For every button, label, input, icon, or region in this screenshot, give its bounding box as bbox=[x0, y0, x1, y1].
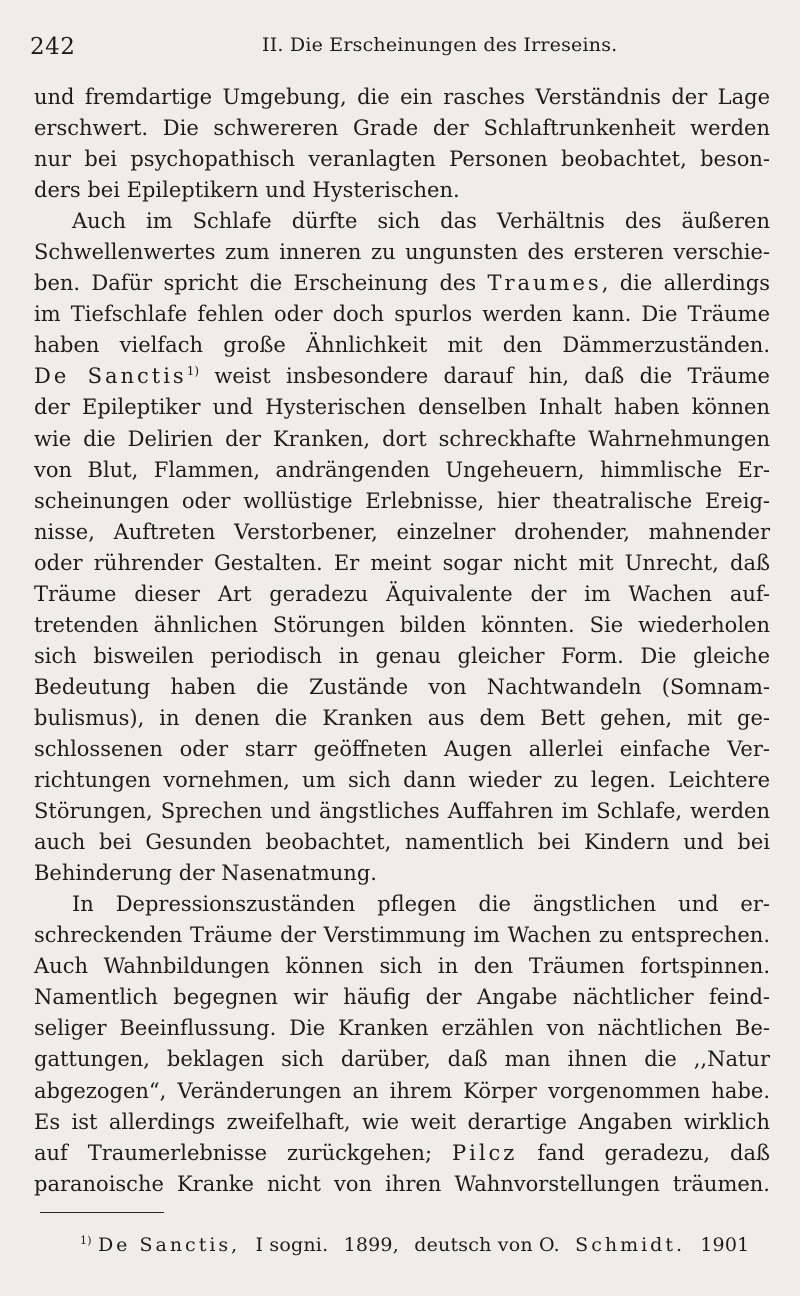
text-line: auch bei Gesunden beobachtet, namentlich bei Kindern und bei bbox=[34, 830, 770, 855]
footnote-translator: Schmidt. bbox=[575, 1234, 685, 1256]
text-line: gattungen, beklagen sich darüber, daß man ihnen die ,,Natur bbox=[34, 1047, 770, 1072]
text-line: schreckenden Träume der Verstimmung im Wachen zu entsprechen. bbox=[34, 923, 770, 948]
text-line: schlossenen oder starr geöffneten Augen allerlei einfache Ver- bbox=[34, 736, 770, 761]
text-line: Behinderung der Nasenatmung. bbox=[34, 861, 377, 886]
text-line: tretenden ähnlichen Störungen bilden könnten. Sie wiederholen bbox=[34, 612, 770, 637]
running-head: II. Die Erscheinungen des Irreseins. bbox=[262, 34, 618, 56]
text-line: nur bei psychopathisch veranlagten Personen beobachtet, beson- bbox=[34, 147, 770, 172]
text-line: von Blut, Flammen, andrängenden Ungeheuern, himmlische Er- bbox=[34, 457, 770, 482]
text-line: Namentlich begegnen wir häufig der Angabe nächtlicher feind- bbox=[34, 985, 770, 1010]
footnote-reference: 1) bbox=[186, 364, 200, 379]
text-line: Bedeutung haben die Zustände von Nachtwandeln (Somnam- bbox=[34, 674, 770, 699]
body-text bbox=[34, 82, 770, 1200]
text-run: auf Traumerlebnisse zurückgehen; bbox=[34, 1140, 452, 1165]
text-line: scheinungen oder wollüstige Erlebnisse, hier theatralische Ereig- bbox=[34, 488, 770, 513]
text-line: bulismus), in denen die Kranken aus dem Bett gehen, mit ge- bbox=[34, 705, 770, 730]
text-line: haben vielfach große Ähnlichkeit mit den Dämmerzuständen. bbox=[34, 333, 770, 358]
text-line: nisse, Auftreten Verstorbener, einzelner drohender, mahnender bbox=[34, 519, 770, 544]
text-line: und fremdartige Umgebung, die ein rasches Verständnis der Lage bbox=[34, 85, 770, 109]
text-line: ders bei Epileptikern und Hysterischen. bbox=[34, 178, 460, 203]
text-line: Träume dieser Art geradezu Äquivalente der im Wachen auf- bbox=[34, 581, 770, 606]
text-line: In Depressionszuständen pflegen die ängstlichen und er- bbox=[72, 892, 770, 917]
text-line: wie die Delirien der Kranken, dort schreckhafte Wahrnehmungen bbox=[34, 426, 770, 451]
text-line: Auch Wahnbildungen können sich in den Träumen fortspinnen. bbox=[34, 954, 770, 979]
text-line: erschwert. Die schwereren Grade der Schlaftrunkenheit werden bbox=[34, 116, 770, 141]
text-line: oder rührender Gestalten. Er meint sogar nicht mit Unrecht, daß bbox=[34, 550, 770, 575]
text-run: , die allerdings bbox=[601, 271, 770, 296]
text-line: Schwellenwertes zum inneren zu ungunsten des ersteren verschie- bbox=[34, 240, 770, 265]
text-line bbox=[34, 268, 770, 299]
footnote-divider bbox=[40, 1212, 164, 1213]
text-line: Auch im Schlafe dürfte sich das Verhältnis des äußeren bbox=[72, 209, 770, 234]
text-run: weist insbesondere darauf hin, daß die Träume bbox=[199, 364, 770, 389]
text-run: fand geradezu, daß bbox=[517, 1140, 771, 1165]
emphasized-term: Traumes bbox=[487, 271, 602, 296]
footnote bbox=[80, 1234, 758, 1256]
footnote-translation-note: deutsch von O. bbox=[414, 1234, 560, 1256]
footnote-marker: 1) bbox=[80, 1234, 92, 1247]
page-header bbox=[30, 30, 758, 64]
text-line: abgezogen“, Veränderungen an ihrem Körper vorgenommen habe. bbox=[34, 1078, 770, 1103]
author-name: De Sanctis bbox=[34, 364, 187, 389]
text-line: im Tiefschlafe fehlen oder doch spurlos werden kann. Die Träume bbox=[34, 302, 770, 327]
footnote-author: De Sanctis, bbox=[97, 1234, 241, 1256]
text-line: richtungen vornehmen, um sich dann wieder zu legen. Leichtere bbox=[34, 768, 770, 793]
text-line: paranoische Kranke nicht von ihren Wahnvorstellungen träumen. bbox=[34, 1171, 770, 1196]
text-line: sich bisweilen periodisch in genau gleicher Form. Die gleiche bbox=[34, 643, 770, 668]
text-line: seliger Beeinflussung. Die Kranken erzählen von nächtlichen Be- bbox=[34, 1016, 770, 1041]
footnote-edition-year: 1901 bbox=[700, 1234, 750, 1256]
footnote-title: I sogni. bbox=[255, 1234, 329, 1256]
page-number: 242 bbox=[30, 34, 76, 60]
text-line: Störungen, Sprechen und ängstliches Auffahren im Schlafe, werden bbox=[34, 799, 770, 824]
footnote-year: 1899, bbox=[343, 1234, 399, 1256]
author-name: Pilcz bbox=[451, 1140, 518, 1165]
text-run: ben. Dafür spricht die Erscheinung des bbox=[34, 271, 488, 296]
text-line: Es ist allerdings zweifelhaft, wie weit derartige Angaben wirklich bbox=[34, 1109, 770, 1134]
text-line bbox=[34, 361, 770, 392]
text-line bbox=[34, 1138, 770, 1169]
text-line: der Epileptiker und Hysterischen denselben Inhalt haben können bbox=[34, 395, 770, 420]
